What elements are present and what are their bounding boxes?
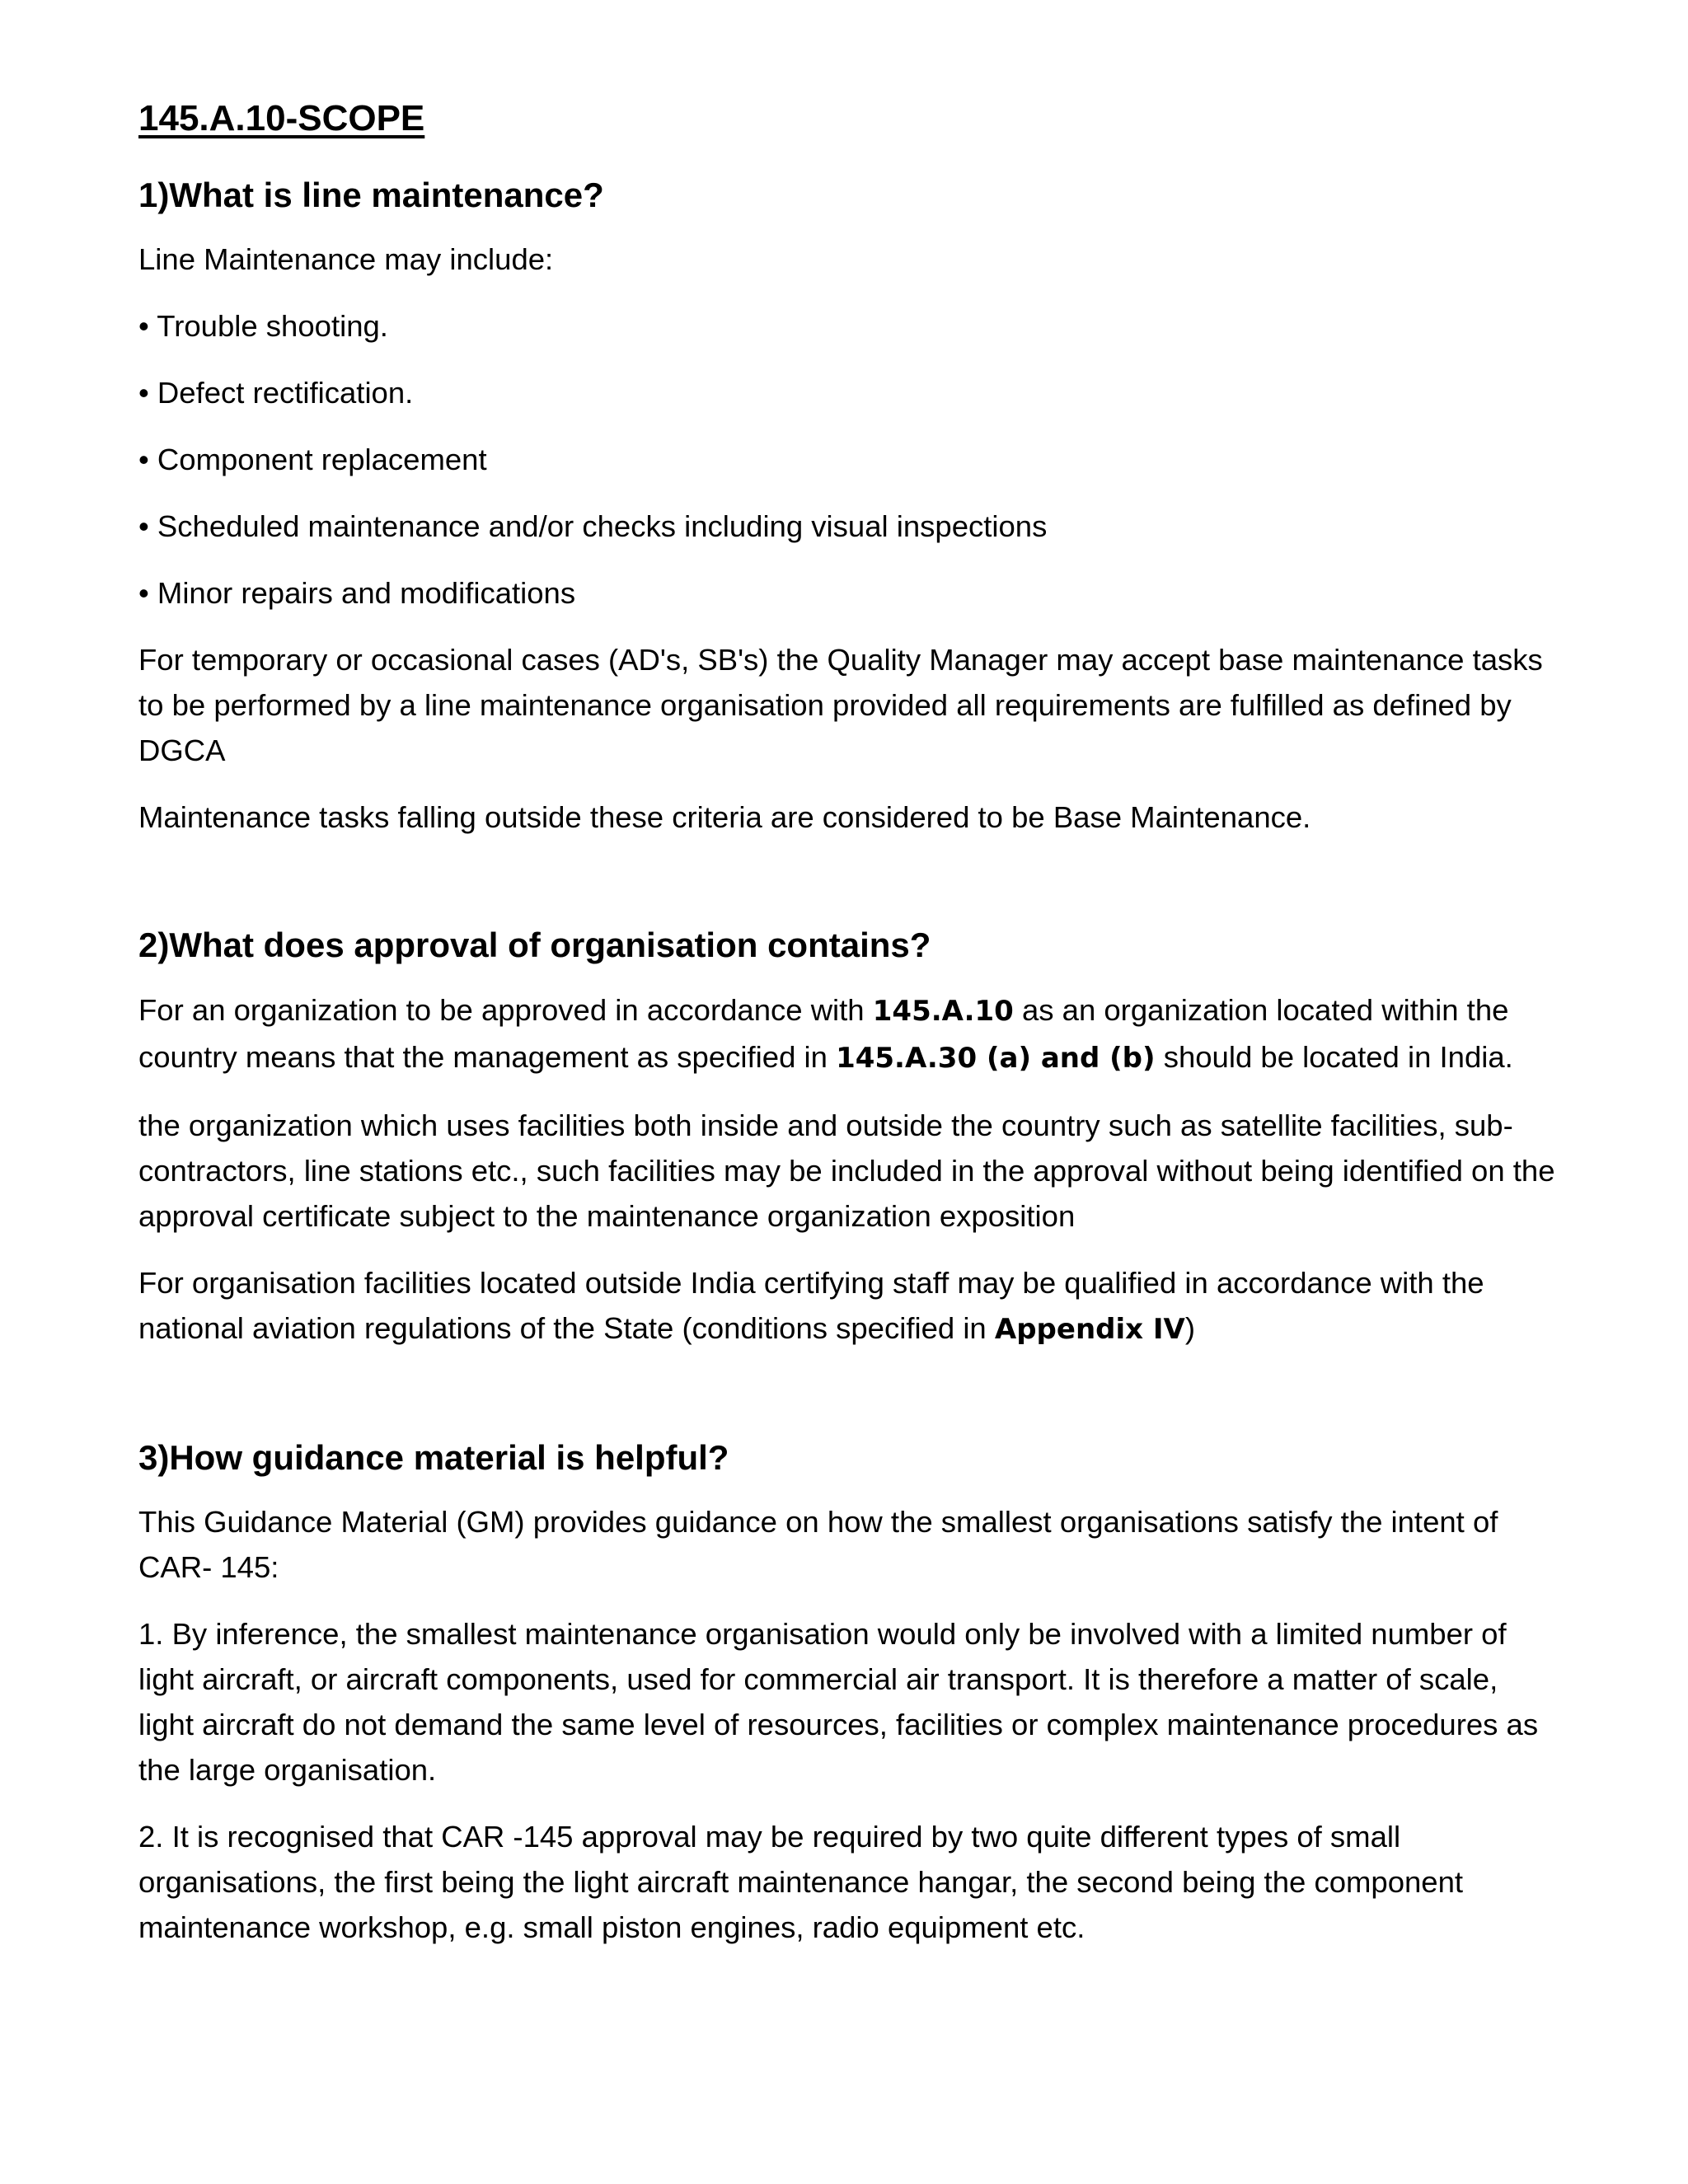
q1-bullet: • Minor repairs and modifications bbox=[138, 576, 576, 611]
q1-bullet: • Defect rectification. bbox=[138, 376, 414, 410]
document-page bbox=[138, 91, 1556, 1950]
q3-paragraph: 2. It is recognised that CAR -145 approval may be required by two quite different types of small organisations, the first being the light aircraft maintenance hangar, the second being the component maintenance workshop, e.g. small piston engines, radio equipment etc. bbox=[138, 1820, 1464, 1945]
q2-text: as an organization located within the country means that the management as specified in bbox=[138, 992, 1509, 1074]
q1-bullet: • Scheduled maintenance and/or checks including visual inspections bbox=[138, 509, 1048, 544]
q2-paragraph: the organization which uses facilities both inside and outside the country such as satellite facilities, sub-contractors, line stations etc., such facilities may be included in the approval without being identified on the approval certificate subject to the maintenance organization exposition bbox=[138, 1108, 1555, 1233]
q2-paragraph bbox=[138, 987, 1556, 1081]
q2-reference: Appendix IV bbox=[994, 1312, 1185, 1346]
q1-paragraph: Maintenance tasks falling outside these criteria are considered to be Base Maintenance. bbox=[138, 800, 1311, 835]
q2-text: ) bbox=[1184, 1310, 1196, 1345]
q1-bullet: • Component replacement bbox=[138, 443, 487, 477]
q2-reference: 145.A.30 (a) and (b) bbox=[836, 1041, 1156, 1075]
document-title: 145.A.10-SCOPE bbox=[138, 98, 425, 138]
q3-paragraph: This Guidance Material (GM) provides guidance on how the smallest organisations satisfy the intent of CAR- 145: bbox=[138, 1505, 1498, 1585]
q1-heading: 1)What is line maintenance? bbox=[138, 175, 604, 214]
q2-text: should be located in India. bbox=[1155, 1039, 1513, 1074]
q1-paragraph: For temporary or occasional cases (AD's, SB's) the Quality Manager may accept base maintenance tasks to be performed by a line maintenance organisation provided all requirements are fulfilled as defined by DGCA bbox=[138, 643, 1543, 768]
q2-paragraph bbox=[138, 1260, 1556, 1352]
q1-bullet: • Trouble shooting. bbox=[138, 309, 388, 344]
q3-heading: 3)How guidance material is helpful? bbox=[138, 1437, 729, 1477]
q2-heading: 2)What does approval of organisation contains? bbox=[138, 926, 931, 965]
q2-text: For organisation facilities located outside India certifying staff may be qualified in accordance with the national aviation regulations of the State (conditions specified in bbox=[138, 1265, 1484, 1345]
q2-text: For an organization to be approved in accordance with bbox=[138, 992, 873, 1027]
q2-reference: 145.A.10 bbox=[872, 994, 1014, 1028]
q1-intro: Line Maintenance may include: bbox=[138, 242, 554, 277]
q3-paragraph: 1. By inference, the smallest maintenance organisation would only be involved with a limited number of light aircraft, or aircraft components, used for commercial air transport. It is therefore a matter of scale, light aircraft do not demand the same level of resources, facilities or complex maintenance procedures as the large organisation. bbox=[138, 1617, 1539, 1788]
